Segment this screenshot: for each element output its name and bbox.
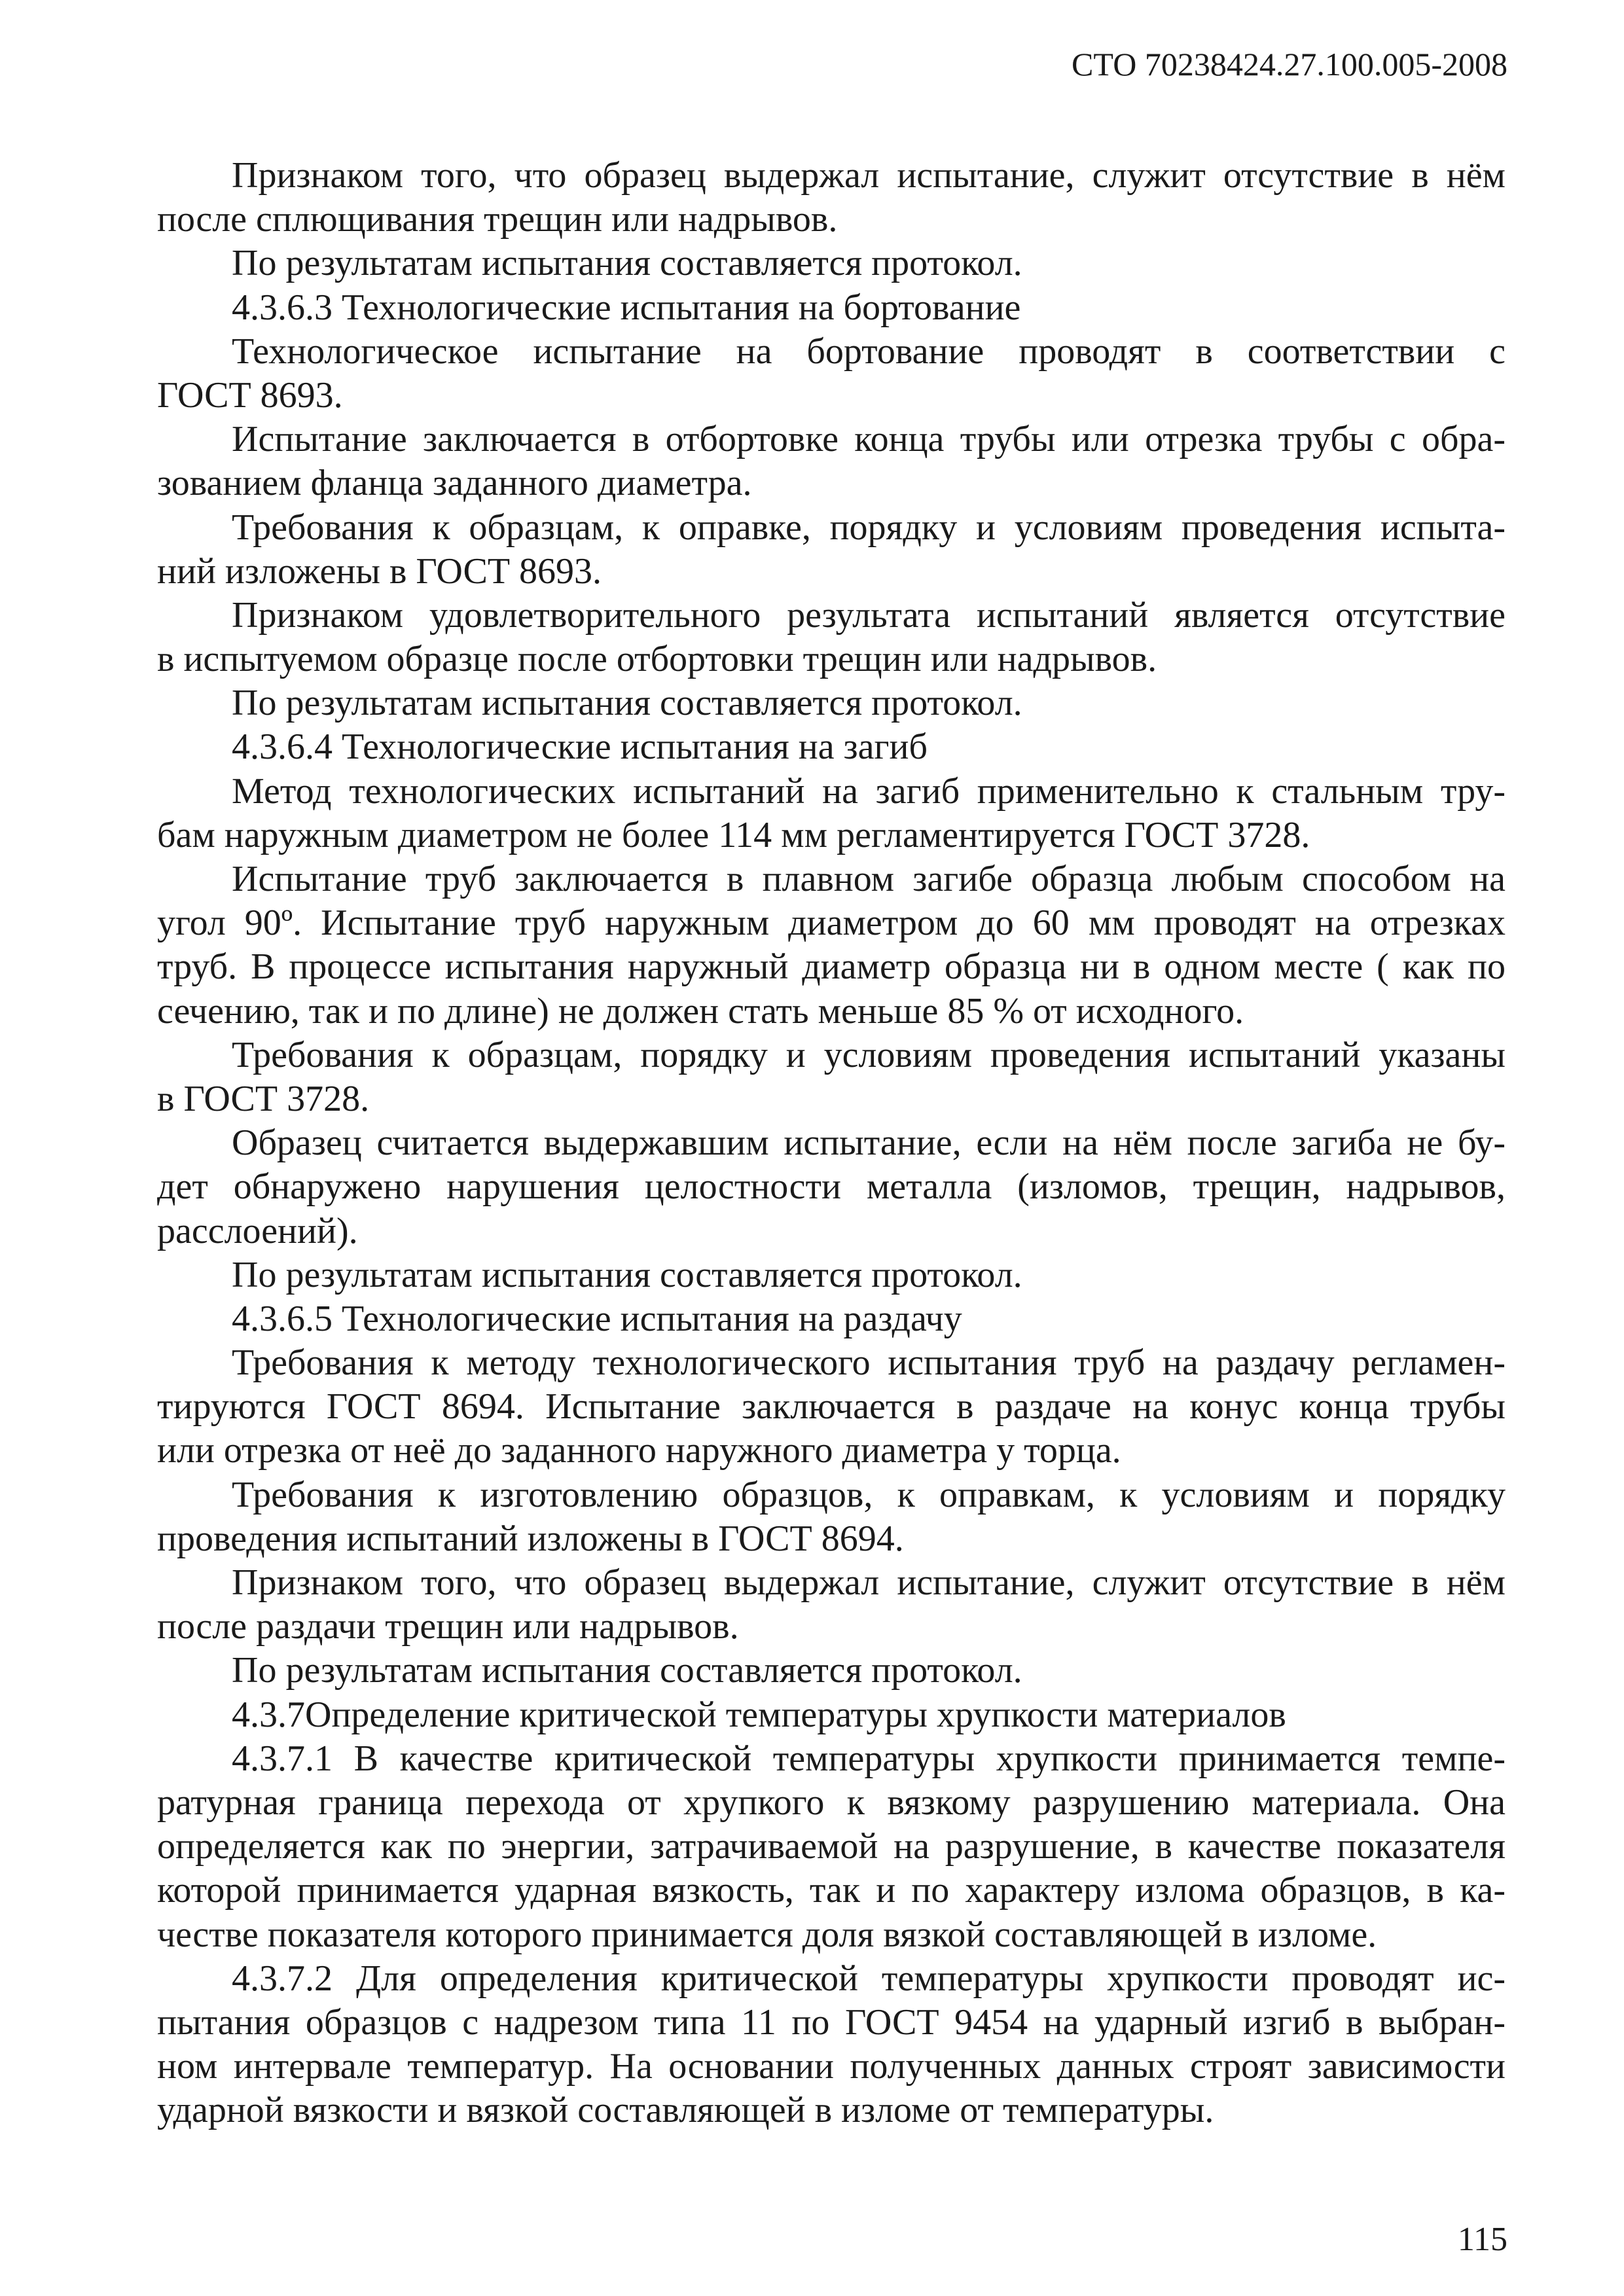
- text-line: определяется как по энергии, затрачиваемой на разрушение, в качестве показателя: [157, 1826, 1506, 1867]
- text-line: Признаком того, что образец выдержал испытание, служит отсутствие в нём: [232, 1562, 1506, 1603]
- text-line: ратурная граница перехода от хрупкого к вязкому разрушению материала. Она: [157, 1782, 1506, 1823]
- text-line: По результатам испытания составляется протокол.: [232, 243, 1022, 284]
- text-line: 4.3.6.3 Технологические испытания на бортование: [232, 287, 1021, 328]
- text-line: По результатам испытания составляется протокол.: [232, 1650, 1022, 1691]
- text-line: бам наружным диаметром не более 114 мм регламентируется ГОСТ 3728.: [157, 814, 1310, 855]
- text-line: сечению, так и по длине) не должен стать меньше 85 % от исходного.: [157, 990, 1244, 1031]
- text-line: 4.3.7.1 В качестве критической температуры хрупкости принимается темпе-: [232, 1738, 1506, 1779]
- text-line: Требования к методу технологического испытания труб на раздачу регламен-: [232, 1342, 1506, 1384]
- text-line: труб. В процессе испытания наружный диаметр образца ни в одном месте ( как по: [157, 946, 1506, 988]
- text-line: пытания образцов с надрезом типа 11 по ГОСТ 9454 на ударный изгиб в выбран-: [157, 2001, 1506, 2043]
- text-line: проведения испытаний изложены в ГОСТ 8694.: [157, 1518, 904, 1559]
- text-line: По результатам испытания составляется протокол.: [232, 683, 1022, 724]
- text-line: 4.3.7.2 Для определения критической температуры хрупкости проводят ис-: [232, 1958, 1506, 1999]
- text-line: расслоений).: [157, 1210, 358, 1251]
- text-line: в испытуемом образце после отбортовки трещин или надрывов.: [157, 639, 1157, 680]
- text-line: тируются ГОСТ 8694. Испытание заключается в раздаче на конус конца трубы: [157, 1386, 1506, 1427]
- text-line: зованием фланца заданного диаметра.: [157, 463, 752, 504]
- text-line: Требования к образцам, порядку и условиям проведения испытаний указаны: [232, 1034, 1506, 1075]
- text-line: Технологическое испытание на бортование проводят в соответствии с: [232, 331, 1506, 372]
- text-line: после раздачи трещин или надрывов.: [157, 1606, 739, 1647]
- text-line: Требования к изготовлению образцов, к оправкам, к условиям и порядку: [232, 1474, 1506, 1515]
- text-line: в ГОСТ 3728.: [157, 1078, 370, 1119]
- text-line: которой принимается ударная вязкость, так и по характеру излома образцов, в ка-: [157, 1870, 1506, 1911]
- text-line: Признаком удовлетворительного результата испытаний является отсутствие: [232, 594, 1506, 636]
- text-line: ний изложены в ГОСТ 8693.: [157, 550, 602, 592]
- text-line: Образец считается выдержавшим испытание, если на нём после загиба не бу-: [232, 1122, 1506, 1164]
- text-line: честве показателя которого принимается доля вязкой составляющей в изломе.: [157, 1914, 1377, 1955]
- text-line: после сплющивания трещин или надрывов.: [157, 199, 838, 240]
- document-code-header: СТО 70238424.27.100.005-2008: [1072, 46, 1507, 82]
- text-line: Признаком того, что образец выдержал испытание, служит отсутствие в нём: [232, 155, 1506, 196]
- text-line: Требования к образцам, к оправке, порядку и условиям проведения испыта-: [232, 507, 1506, 548]
- text-line: ном интервале температур. На основании полученных данных строят зависимости: [157, 2046, 1506, 2087]
- text-line: Метод технологических испытаний на загиб применительно к стальным тру-: [232, 770, 1506, 812]
- body-text: [157, 154, 1506, 2132]
- text-line: ГОСТ 8693.: [157, 374, 343, 416]
- text-line: Испытание заключается в отбортовке конца трубы или отрезка трубы с обра-: [232, 419, 1506, 460]
- text-line: ударной вязкости и вязкой составляющей в изломе от температуры.: [157, 2090, 1214, 2131]
- text-line: 4.3.7Определение критической температуры хрупкости материалов: [232, 1694, 1286, 1735]
- text-line: 4.3.6.4 Технологические испытания на загиб: [232, 726, 928, 768]
- page-number: 115: [1457, 2221, 1507, 2258]
- text-line: угол 90º. Испытание труб наружным диаметром до 60 мм проводят на отрезках: [157, 903, 1506, 944]
- text-line: 4.3.6.5 Технологические испытания на раздачу: [232, 1298, 962, 1339]
- text-line: или отрезка от неё до заданного наружного диаметра у торца.: [157, 1430, 1121, 1471]
- text-line: Испытание труб заключается в плавном загибе образца любым способом на: [232, 859, 1506, 899]
- text-line: дет обнаружено нарушения целостности металла (изломов, трещин, надрывов,: [157, 1166, 1506, 1208]
- text-line: По результатам испытания составляется протокол.: [232, 1254, 1022, 1295]
